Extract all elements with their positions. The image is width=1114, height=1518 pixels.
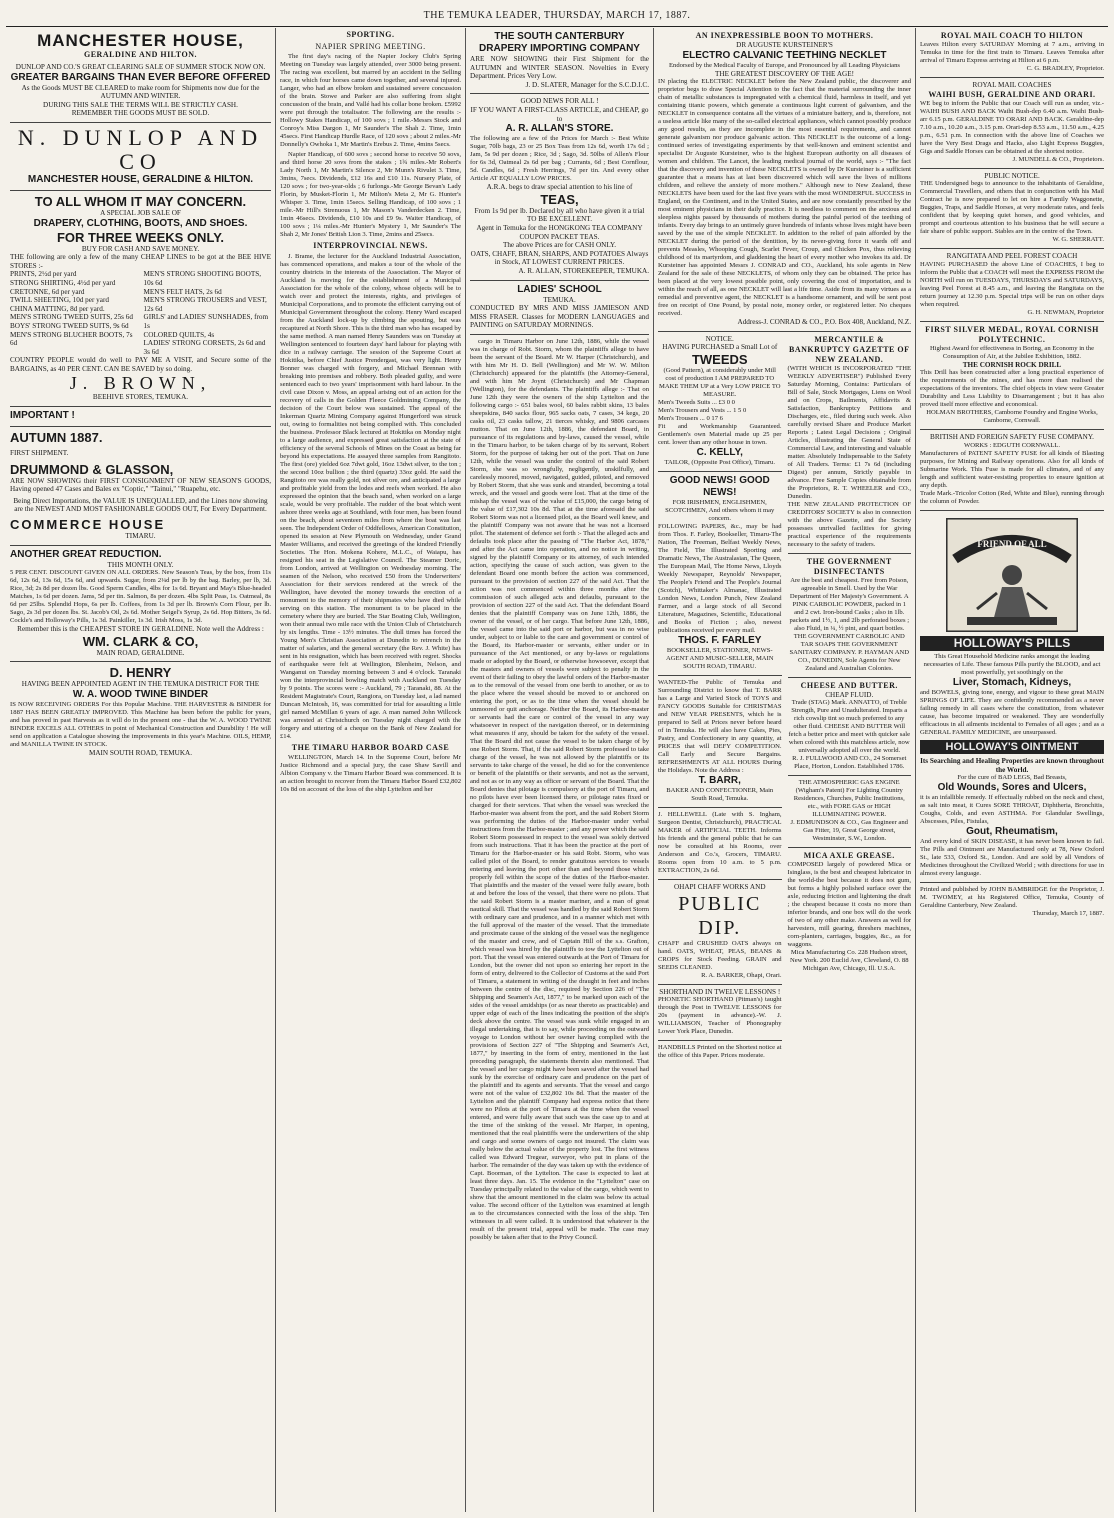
- ladies-text: CONDUCTED BY MRS AND MISS JAMIESON AND MISS FRASER. Classes for MODERN LANGUAGES and PAINTING on SATURDAY MORNINGS.: [470, 304, 649, 330]
- manchester-house-ad: [10, 28, 271, 123]
- drill-text: This Drill has been constructed after a long practical experience of the requirements of the mines, and has more than realised the expectations of the inventors. The chief objects in view were Greater Durability and Less Liability to Disarrangement ; but it has also proved itself more effective and economical.: [920, 369, 1104, 409]
- column-5: [916, 28, 1108, 1512]
- pills-bowels: and BOWELS, giving tone, energy, and vigour to these great MAIN SPRINGS OF LIFE. They are confidently recommended as a never failing remedy in all cases where the constitution, from whatever cause, has become impaired or weakened. They are wonderfully efficacious in all ailments incidental to Females of all ages ; and as a GENERAL FAMILY MEDICINE, are unsurpassed.: [920, 688, 1104, 736]
- sc-title: THE SOUTH CANTERBURY DRAPERY IMPORTING COMPANY: [479, 31, 640, 54]
- important-ad: [10, 407, 271, 427]
- interprov-text: J. Brame, the lecturer for the Auckland Industrial Association, has commenced operations, and makes a tour of the whole of the country districts in the interests of the Association. The Mayor of Auckland is moving for the establishment of a Municipal Association for the whole of the colony, whose objects will be to watch over and protect the interests, rights, and privileges of Municipal Corporations, and to promote the efficient carrying out of Municipal Government throughout the colony. Henry Ward escaped from the Auckland lock-up by climbing the spouting, but was recaptured at North Shore. This is the third man who has escaped by the same method. A man named Henry Saunders was on Tuesday at Wellington sentenced to fourteen days' hard labour for playing with dice in a railway carriage. The session of the Supreme Court at Hokitika, before Chief Justice Prendergast, was very light. Henry Bonner was charged with forgery, and Michael Brennan with breaking into premises and robbery. Both pleaded guilty, and were sentenced each to two years' imprisonment with hard labour. In the civil case Dixon v. Moss, an appeal arising out of an action for the recovery of calls in the Golden Fleece Goldmining Company, the decision of the Court below was sustained. The appeal of the Inkerman Quartz Mining Company against Hungerford was struck out, owing to formalities not being complied with. This concluded the business. Professor Black lectured at Hokitika on Monday night to a large audience, and expressed great satisfaction at the state of efficiency of the several Schools of Mines on the Coast as being far beyond his expectations. He assayed three samples from Rangitoto. The first (ore) yielded 6oz 7dwt gold, 16oz 13dwt silver, to the ton ; the second 10oz bullion ; the third (quartz) 33oz gold. He said the Rangitoto ore was really gold, not silver ore, and anticipated a large and profitable yield from the lodes and reefs when worked. He also expressed the opinion that the beach sand, when worked on a large scale, would be very profitable. The rudder of the boat which went ashore three weeks ago at Southland, with four men, has been found on the beach, about seventeen miles from where the boat was last seen. The Independent Order of Oddfellows, American Constitution, opened its session at New Plymouth on Wednesday, under Grand Master Williams, and received the greetings of the kindred Friendly Societies. The Hon. Mokena Kohere, M.L.C., of Waiapu, has resigned his seat in the Legislative Council. The Steamer Doric, from London, arrived at Wellington on Wednesday morning. The seamen of the Nelson, who received £50 from the Underwriters' Association for their services rendered at the wreck of the Wellington, have devoted the money towards the erection of a monument to the memory of their shipmates who have died while serving on this station. The monument is to be placed in the cemetery where they are buried. The Star Boating Club, Wellington, won their annual two mile race with the Union Club of Christchurch by six lengths. Time - 13½ minutes. The dull times has forced the Young Men's Christian Association at Dunedin to retrench in the matter of salaries, and the general secretary (the Rev. J. White) has sent in his resignation, which has been received with regret. Shocks of earthquake were felt at Wellington, Blenheim, Nelson, and Wanganui on Tuesday morning between 3 and 4 o'clock. Taranaki won the interprovincial bowling match with Auckland on Tuesday by 9 points. The scores were :- Auckland, 79 ; Taranaki, 88. At the Resident Magistrate's Court, Rangiora, on Tuesday last, a lad named Duncan McIntosh, 16, was committed for trial for assaulting a little girl named McMillan 6 years of age. A man named John Willcock was arrested at Christchurch on Tuesday night charged with the forgery and uttering of a cheque on the Bank of New Zealand for £14.: [280, 252, 461, 740]
- mercantile-ad: [788, 332, 912, 554]
- ladies-school-ad: [470, 281, 649, 335]
- disinfectant-ad: [788, 554, 912, 678]
- holloway-ointment: HOLLOWAY'S OINTMENT: [920, 740, 1104, 755]
- boon-dr: DR AUGUSTE KURSTEINER'S: [736, 41, 833, 49]
- concern-intro: THE following are only a few of the many CHEAP LINES to be got at the BEE HIVE STORES :-: [10, 253, 271, 270]
- mercantile: MERCANTILE & BANKRUPTCY GAZETTE OF NEW ZEALAND.: [789, 334, 910, 364]
- teas-text: From 1s 9d per lb. Declared by all who have given it a trial TO BE EXCELLENT.: [474, 206, 645, 224]
- manchester-sub: GERALDINE AND HILTON.: [84, 50, 197, 59]
- sc-text: ARE NOW SHOWING their First Shipment for the AUTUMN and WINTER SEASON. Novelties in Every Department. Prices Very Low.: [470, 55, 649, 81]
- concern-weeks: FOR THREE WEEKS ONLY.: [56, 229, 225, 245]
- teas-agent: Agent in Temuka for the HONGKONG TEA COMPANY COUPON PACKET TEAS.: [476, 223, 643, 241]
- manchester-line1: DUNLOP AND CO.'S GREAT CLEARING SALE OF SUMMER STOCK NOW ON.: [15, 63, 266, 71]
- ohapi-ad: [658, 880, 782, 985]
- cornish-drill-ad: [920, 322, 1104, 431]
- clark-ad: [10, 546, 271, 663]
- cheese: CHEESE AND BUTTER.: [800, 680, 898, 690]
- medal-text: Highest Award for effectiveness in Boring, an Economy in the Consumption of Air, at the Jubilee Exhibition, 1882.: [929, 344, 1095, 360]
- teas: TEAS,: [540, 191, 579, 207]
- drummond: DRUMMOND & GLASSON,: [10, 461, 174, 477]
- henry-ad: [10, 662, 271, 761]
- royal-mail-ad: [920, 28, 1104, 78]
- reduction-sub: THIS MONTH ONLY.: [107, 560, 174, 569]
- boon: AN INEXPRESSIBLE BOON TO MOTHERS.: [695, 31, 874, 40]
- oint-text2: it is an infallible remedy. If effectually rubbed on the neck and chest, as salt into meat, it Cures SORE THROAT, Diphtheria, Bronchitis, Coughs, Colds, and even ASTHMA. For Glandular Swellings, Abscesses, Piles, Fistulas,: [920, 794, 1104, 826]
- barr-text: WANTED-The Public of Temuka and Surrounding District to know that T. BARR has a Large and Varied Stock of TOYS and FANCY GOODS Suitable for CHRISTMAS and NEW YEAR PRESENTS, which he is prepared to Sell at Prices never before heard of in Temuka. He will also have Cakes, Pies, Pastry, and Confectionery in any quantity, at PRICES that will DEFY COMPETITION. Call Early and Secure Bargains. REFRESHMENTS AT ALL HOURS During the Holidays. Note the Address :: [658, 678, 782, 774]
- sherratt: W. G. SHERRATT.: [1052, 236, 1104, 244]
- tweeds-prices: Men's Tweeds Suits ... £3 0 0 Men's Trousers and Vests ... 1 5 0 Men's Trousers ... 0 17 6: [658, 398, 747, 422]
- dunlop-sub: MANCHESTER HOUSE, GERALDINE & HILTON.: [27, 173, 254, 185]
- allan-text: The following are a few of the Prices for March :- Best White Sugar, 70lb bags, 23 or 25 Box Teas from 12s 6d, worth 17s 6d ; Jam, 5s 9d per dozen ; Rice, 3d ; Sago, 3d. 50lbs of Allen's Flour for 6s 3d, Oatmeal 2s 6d per bag ; Currants, 6d ; Best Cornflour, 5d. Candles, 6d ; Fresh Herrings, 7d per tin. And every other Article AT EQUALLY LOW PRICES.: [470, 135, 649, 183]
- drummond-value: Being Direct Importations, the VALUE IS UNEQUALLED, and the Lines now showing are the NEWEST AND MOST FASHIONABLE GOODS OUT, For Every Department.: [13, 496, 268, 514]
- annatto-ad: [788, 678, 912, 777]
- public-dip: PUBLIC DIP.: [678, 892, 762, 939]
- concern-sub: A SPECIAL JOB SALE OF: [100, 208, 181, 217]
- drummond-text: ARE NOW SHOWING their FIRST CONSIGNMENT OF NEW SEASON'S GOODS, Having opened 47 Cases and Bales ex "Coptic," "Tainui," "Ruapehu, etc.: [10, 476, 271, 494]
- masthead: THE TEMUKA LEADER, THURSDAY, MARCH 17, 1887.: [6, 4, 1108, 27]
- shorthand-text: PHONETIC SHORTHAND (Pitman's) taught through the Post in TWELVE LESSONS for 20s (payment in advance).-W. J. WILLIAMSON, Teacher of Phonography Lower York Place, Dunedin.: [658, 996, 782, 1036]
- coaches-route: WAIHI BUSH, GERALDINE AND ORARI.: [928, 89, 1096, 99]
- concern-goods: DRAPERY, CLOTHING, BOOTS, AND SHOES.: [33, 217, 248, 229]
- bee-hive-ad: [10, 191, 271, 407]
- newman-text: HAVING PURCHASED the above Line of COACHES, I beg to inform the Public that a COACH will meet the EXPRESS FROM the NORTH will run on TUESDAYS, THURSDAYS and SATURDAYS, leaving Peel Forest at 8.45 a.m., and leaving the Rangitata on the return journey at 12.30 p.m. Special trips will be run on other days when required.: [920, 260, 1104, 308]
- mica-text: COMPOSED largely of powdered Mica or Isinglass, is the best and cheapest lubricator in the world-the best because it does not gum, but forms a highly polished surface over the axle, reducing friction and lightening the draft ; the cheapest because it costs no more than inferior brands, and one box will do the work of two of any other make. Answers as well for harvesters, mill gearing, threshers machines, corn-planters, carriages, buggies, &c., as for waggons.: [787, 861, 911, 949]
- necklet-text: IN placing the ELECTRIC NECKLET before the New Zealand public, the discoverer and proprietor begs to draw Special Attention to the fact that the material surrounding the inner chain of metallic substances is impregnated with a chemical fluid, harmless in itself, and yet containing titanic powers, which generate a continuous light current of galvanism, and the NECKLET in consequence contains all the virtues of a miniature battery, and is, therefore, not a useless article like many of the so-called electrical appliances, which cannot possibly produce any good results, as they are incomplete in the most essential requirements, and cannot generate galvanism nor produce galvanic action. This NECKLET is the outcome of a long-continued series of investigating experiments by that well-known and eminent scientist and specialist Dr Auguste Kursteiner, who is the highest European authority on all diseases of women and children. The Lancet, the leading medical journal of the world, says :- "The fact that the discovery and invention of these NECKLETS is owned by Dr Kursteiner is a sufficient guarantee that a means has at last been discovered which will save the lives of millions children, and relieve the anxiety of more mothers." Although new to New Zealand, these NECKLETS have been used for the last five years with the most WONDERFUL SUCCESS in England, on the Continent, and in the United States, and are now constantly prescribed by the most eminent physicians in their daily practice. It is needless to comment on the anxious and sleepless nights passed by thousands of mothers during the painful period of the teething of infants. Every day brings to an untimely grave hundreds of infants whose lives might have been saved by the use of the simple NECKLET. In addition to the relief of pain afforded by the NECKLET during the period of the dentition, by its never-giving force it wards off and prevents Measles, Whooping Cough, Scarlet Fever, Croup, and Chicken Pox, thus relieving childhood of its martyrdom, and gladdening the heart of every mother who invokes its aid. Dr Kursteiner has appointed Messrs J. CONRAD and CO., Auckland, his sole agents in New Zealand for the sale of these NECKLETS, of whom only they can be obtained. The price has been placed at the very lowest possible point, only covering the cost of importation, and is within the reach of all, as one NECKLET will last a life time. Aside from its many virtues as a remedial and preventive agent, the NECKLET is a handsome ornament, and will be sent post free on receipt of One Pound, by postal note, money order, or registered letter. No cheques received.: [658, 78, 911, 318]
- allan-agent: A.R.A. begs to draw special attention to his line of: [486, 183, 633, 192]
- column-1: [6, 28, 276, 1512]
- manchester-line2: GREATER BARGAINS THAN EVER BEFORE OFFERED: [10, 71, 271, 83]
- reduction-close: Remember this is the CHEAPEST STORE IN GERALDINE. Note well the Address :: [17, 625, 264, 634]
- first-shipment: FIRST SHIPMENT.: [10, 449, 69, 458]
- concern-buy: BUY FOR CASH AND SAVE MONEY.: [81, 244, 200, 253]
- barr-sub: BAKER AND CONFECTIONER, Main South Road, Temuka.: [666, 786, 774, 802]
- pills-text: This Great Household Medicine ranks amongst the leading necessaries of Life. These famous Pills purify the BLOOD, and act most powerfully, yet soothingly on the: [923, 652, 1101, 676]
- helliwell-ad: [658, 808, 782, 880]
- fuse-works: WORKS : EDGUTH CORNWALL.: [964, 441, 1060, 449]
- imprint-date: Thursday, March 17, 1887.: [1032, 910, 1104, 918]
- edmundson: J. EDMUNDSON & CO., Gas Engineer and Gas Fitter, 19, Great George street, Westminster, S.W., London.: [790, 819, 908, 843]
- sporting-heading: SPORTING.: [346, 30, 395, 39]
- manchester-line3: As the Goods MUST BE CLEARED to make room for Shipments now due for the AUTUMN AND WINTER.: [21, 83, 260, 101]
- newman: G. H. NEWMAN, Proprietor: [1027, 308, 1104, 316]
- farley: THOS. F. FARLEY: [678, 634, 762, 646]
- column-3: [466, 28, 654, 1512]
- medal: FIRST SILVER MEDAL, ROYAL CORNISH POLYTECHNIC.: [925, 324, 1099, 344]
- holloway-pills: HOLLOWAY'S PILLS: [920, 636, 1104, 651]
- ladies-title: LADIES' SCHOOL: [517, 283, 602, 295]
- public-notice: PUBLIC NOTICE.: [984, 171, 1040, 180]
- drill: THE CORNISH ROCK DRILL: [962, 360, 1062, 369]
- mica-addr: Mica Manufacturing Co. 228 Hudson street, New York. 200 Euclid Ave, Cleveland, O. 88 Michigan Ave, Chicago, Ill. U.S.A.: [789, 949, 909, 973]
- coaches-sign: J. MUNDELL & CO., Proprietors.: [1012, 155, 1104, 163]
- south-canterbury-ad: [470, 28, 649, 94]
- helliwell-text: J. HELLEWELL (Late with S. Ingham, Surgeon Dentist, Christchurch), PRACTICAL MAKER of ARTIFICIAL TEETH. Informs his friends and the general public that he can now be consulted at his Rooms, over Anderson and Co.'s, Grocers, TIMARU. Rooms open from 10 a.m. to 5 p.m. EXTRACTION, 2s 6d.: [658, 810, 782, 874]
- henry: D. HENRY: [109, 665, 172, 681]
- sherratt-ad: [920, 169, 1104, 250]
- cheap-fluid: CHEAP FLUID.: [825, 690, 874, 699]
- annatto-text: Trade (STAG) Mark. ANNATTO, of Treble Strength, Pure and Unadulterated. Imparts a rich cowslip tint so much preferred to any other fluid. CHEESE AND BUTTER Will fetch a better price and meet with quicker sale when colored with this matchless article, now universally adopted all over the world.: [788, 699, 911, 755]
- concern-title: TO ALL WHOM IT MAY CONCERN.: [34, 193, 247, 209]
- reduction-text: 5 PER CENT. DISCOUNT GIVEN ON ALL ORDERS. New Season's Teas, by the box, from 11s 6d, 12s 6d, 13s 6d, 15s 6d, and upwards. Sugar, from 2¼d per lb by the bag. Barley, per lb, 3d. Rice, 3d; 2s 8d per dozen lbs. Good Sperm Candles, 4lbs for 1s 6d. Bryant and May's Blue-headed Matches, 1s 6d per dozen. Jams, 5d per tin. Salmon, 8s per dozen. 4lbs Split Peas, 1s. Oatmeal, 8s 6d per 25lbs. Splendid Hops, 6s per lb. Coffees, from 1s 3d per lb. Brown's Corn Flour, per lb. Sago, 2s 3d per dozen lbs. St. Jacob's Oil, 2s 6d. Mother Seigel's Syrup, 2s 6d. Hop Bitters, 3s 6d. Cockle's and Holloway's Pills, 1s 3d. Painkiller, 1s 3d. Irish Moss, 1s 3d.: [10, 569, 271, 625]
- commerce-sub: TIMARU.: [125, 532, 156, 541]
- farley-ad: [658, 472, 782, 676]
- tweeds: TWEEDS: [691, 351, 748, 367]
- pills-organs: Liver, Stomach, Kidneys,: [952, 676, 1072, 688]
- allan-intro: IF YOU WANT A FIRST-CLASS ARTICLE, and CHEAP, go to: [470, 105, 649, 123]
- dunlop-ad: [10, 123, 271, 191]
- clark: WM. CLARK & CO,: [82, 633, 199, 649]
- autumn: AUTUMN 1887.: [10, 430, 103, 446]
- fullwood: R. J. FULLWOOD AND CO., 24 Somerset Place, Horton, London. Established 1786.: [792, 755, 907, 771]
- napier-heading: NAPIER SPRING MEETING.: [315, 41, 426, 51]
- rangitata-ad: [920, 249, 1104, 322]
- necklet-disc: THE GREATEST DISCOVERY OF THE AGE!: [714, 69, 855, 78]
- allan-store: A. R. ALLAN'S STORE.: [505, 123, 614, 135]
- concern-left: PRINTS, 2½d per yard STRONG SHIRTING, 4½d per yard CRETONNE, 6d per yard TWILL SHEETING, 10d per yard CHINA MATTING, 8d per yard. MEN'S STRONG TWEED SUITS, 25s 6d BOYS' STRONG TWEED SUITS, 9s 6d MEN'S STRONG BLUCHER BOOTS, 7s 6d: [10, 270, 133, 348]
- reduction: ANOTHER GREAT REDUCTION.: [10, 548, 162, 560]
- henry-twine: W. A. WOOD TWINE BINDER: [72, 689, 209, 700]
- fuse-text: Manufacturers of PATENT SAFETY FUSE for all kinds of Blasting purposes, for Mining and Railway operations. Also for all kinds of Submarine Work. This Fuse is made for all climates, and of any length and sufficient water-resisting properties to ensure ignition at any depth.: [920, 449, 1104, 489]
- protection-text: THE NEW ZEALAND PROTECTION OF CREDITORS' SOCIETY is also in connection with the above Gazette, and the Society possesses unrivalled facilities for giving practical experience of the requirements necessary to the safety of traders.: [787, 500, 911, 548]
- oats-text: OATS, CHAFF, BRAN, SHARPS, AND POTATOES Always in Stock, AT LOWEST CURRENT PRICES.: [470, 249, 649, 267]
- mail: ROYAL MAIL COACH TO HILTON: [940, 31, 1084, 40]
- gout: Gout, Rheumatism,: [966, 826, 1058, 838]
- harbour-heading: THE TIMARU HARBOR BOARD CASE: [291, 742, 450, 752]
- gas-engine-ad: [788, 776, 912, 848]
- necklet-ad: [658, 28, 911, 332]
- allan-sign: A. R. ALLAN, STOREKEEPER, TEMUKA.: [518, 266, 649, 275]
- trademark: Trade Mark.-Tricolor Cotton (Red, White and Blue), running through the column of Powder.: [920, 489, 1104, 505]
- fuse: BRITISH AND FOREIGN SAFETY FUSE COMPANY.: [930, 433, 1094, 442]
- clark-sub: MAIN ROAD, GERALDINE.: [96, 648, 185, 657]
- safety-fuse-ad: [920, 430, 1104, 511]
- mail-text: Leaves Hilton every SATURDAY Morning at 7 a.m., arriving in Temuka in time for the first train to Timaru. Leaves Temuka after arrival of Timaru Express arriving at Hilton at 6 p.m.: [920, 41, 1104, 64]
- handbills-text: HANDBILLS Printed on the Shortest notice at the office of this Paper. Prices moderate.: [658, 1044, 782, 1060]
- necklet-addr: Address-J. CONRAD & CO., P.O. Box 408, Auckland, N.Z.: [737, 318, 911, 327]
- mail-sign: C. G. BRADLEY, Proprietor.: [1026, 65, 1104, 72]
- barker: R. A. BARKER, Ohapi, Orari.: [701, 971, 782, 979]
- interprov-heading: INTERPROVINCIAL NEWS.: [313, 241, 428, 251]
- cash-only: The above Prices are for CASH ONLY.: [502, 241, 617, 250]
- holman: HOLMAN BROTHERS, Camborne Foundry and Engine Works, Camborne, Cornwall.: [926, 409, 1098, 425]
- allan-ad: [470, 94, 649, 280]
- henry-text2: IS NOW RECEIVING ORDERS For this Popular Machine. THE HARVESTER & BINDER for 1887 HAS BEEN GREATLY IMPROVED. This Machine has been before the public for years, and has proved in past Harvests as it will do in the present one - that the W. A. WOOD TWINE BINDER EXCELS ALL OTHERS in point of Mechanical Construction and Durability ! He will send on application a Catalogue showing the improvements in this year's Machine. OILS, HEMP, and MANILLA TWINE IN STOCK.: [10, 701, 271, 748]
- mica-ad: [788, 848, 912, 977]
- sc-manager: J. D. SLATER, Manager for the S.C.D.I.C.: [525, 80, 649, 89]
- gas-engine: THE ATMOSPHERIC GAS ENGINE (Wigham's Patent) For Lighting Country Residences, Churches, Public Institutions, etc., with FORE GAS or HIGH ILLUMINATING POWER.: [793, 779, 905, 819]
- barr-ad: [658, 676, 782, 808]
- manchester-line5: REMEMBER THE GOODS MUST BE SOLD.: [71, 109, 210, 118]
- tweeds-close: Fit and Workmanship Guaranteed. Gentlemen's own Material made up 25 per cent. lower than any other house in town.: [658, 422, 782, 446]
- tweeds-text: (Good Pattern), at considerably under Mill cost of production I AM PREPARED TO MAKE THEM UP at a Very LOW PRICE TO MEASURE.: [659, 366, 781, 398]
- kelly-sub: TAILOR, (Opposite Post Office), Timaru.: [664, 458, 776, 466]
- column-2: [276, 28, 466, 1512]
- napier-text2: Napier Handicap, of 600 sovs ; second horse to receive 50 sovs, and third horse 20 sovs from the stakes ; 1¾ miles.-Mr Robert's Lady North 1, Mr Martin's Silence 2, Mr Munn's Rivulet 3. Time, 3mins, 7secs. Dividends, £12 16s and £10 11s. Nursery Plate, of 120 sovs ; for two-year-olds ; 6 furlongs.-Mr George Bevan's Lady Florin, by Musket-Florin 1, Mr Milton's Meta 2, Mr G. Hunter's Whisper 3. Time, 1min 15secs. Selling Handicap, of 100 sovs ; 1 mile.-Mr Hill's Strenuous 1, Mr Mason's Vanderdecken 2. Time, 1min 46secs. Dividends, £10 10s and £9 9s. Waiter Handicap, of 100 sovs ; 1¼ miles.-Mr Hunter's Mystery 1, Mr Saunder's The Shah 2, Mr Jones' British Lion 3. Time, 2mins and 25secs.: [280, 151, 461, 239]
- coaches-ad: [920, 78, 1104, 169]
- mica: MICA AXLE GREASE.: [803, 851, 895, 861]
- friend-of-all-emblem: [946, 518, 1078, 632]
- harbour-case-text: cargo in Timaru Harbor on June 12th, 1886, while the vessel was in charge of Robt. Storm, whom the plaintiffs allege to have been the servant of the Board. Mr W. Harper (Christchurch), and with him Mr H. D. Bell (Wellington) and Mr W. W. Milton (Christchurch) appeared for the plaintiffs (the Attorney-General, and with him Mr Joynt (Christchurch) and Mr Chapman (Wellington), for the defendants. The plaintiffs allege :- That on June 12th they were the owners of the ship Lyttelton and the following cargo :- 651 bales wool, 60 bales rabbit skins, 13 bales sheepskins, 840 sacks flour, 965 sacks oats, 7 cases, 34 kegs, 20 casks oil, 23 casks tallow, 21 tierces whisky, and 9806 carcases mutton. That on June 12th, 1886, the defendant Board, in pursuance of its regulations and by-laws, caused the vessel, while in the Timaru harbor, to be taken charge of by its servant, Robert Storm, for the purpose of taking her out of the port. That on June 12th, while the vessel was under the control of the said Robert Storm, she was so wrongfully, negligently, unskilfully, and carelessly moored, moved, navigated, guided, piloted, and removed by Robert Storm, that she was sunk and stranded, becoming a total wreck, and the vessel and goods were lost. That at the time of the mishap the vessel was of the value of £15,000, the cargo being of the value of £17,302 10s 8d. That at the time aforesaid the said Robert Storm was not a licensed pilot, as the Board well knew, and the plaintiff Company was not aware that he was not a licensed pilot. The statement of defence set forth :- That the alleged acts and defaults took place after the passing of "The Harbor Act, 1878," and after the Act came into operation, and no notice in writing, signed by the plaintiff Company or its attorney, of such intended action, specifying the cause of such action, was given to the defendant Board one month before the action was commenced, pursuant to the provision of section 227 of the said Act. That the action was not commenced within three months after the commission of such alleged acts and defaults, pursuant to the provision of section 227 of the said Act. That the defendant Board denies that the plaintiff Company was on June 12th, 1886, the owner of the vessel, or of her cargo. That before June 12th, 1886, the vessel came into the said port or harbor, but was in no wise under, subject to or liable to the care and government or control of the Board, its Harbor-master or servants, either under or in pursuance of the Act mentioned, or any by-laws or regulations made or adopted by the Board, or otherwise howsoever, except that the masters and owners of vessels were subject to penalty in the event of their failing to obey the lawful orders of the Harbor-master as to the removal of the vessel from one berth to another, or as to the place where the vessel should be moved to or anchored on entering the port, or as to the time when the vessel should be unmoored or quit anchorage. Neither the Board, its Harbor-master or servants had the care or control of the vessel in any way whatsoever in respect of the navigation thereof, or in determining what measures if any, should be taken for the safety of the vessel. That the Board did not cause the vessel to be taken charge of by one Robert Storm. That, if the said Robert Storm professed to take charge of the vessel, he was not allowed by the plaintiffs or its servants to take charge of the vessel, he did so for the convenience or benefit of the plaintiffs or their servants, and not as the servant, and not as or in any way as officer or servant of the Board. That the Board denies that pilotage is compulsory at the port of Timaru, and no pilots have ever been licensed there, or pilotage rates fixed or charged for their services. That when the vessel was wrecked the Harbor-master was absent from the port, and the said Robert Storm was performing the duties of the Harbor-master under verbal instructions from the Harbor-master ; and any power which the said Robert Storm possessed in respect to the vessel was solely derived from such instructions. That it has been the practice at the port of Timaru for the Harbor-master or his said Robt. Storm, who was called pilot of the Board, to render gratuitous services to vessels entering and leaving the port other than and beyond those which properly fell within the scope of the duties of the Harbor-master. That plaintiffs and the master of the vessel were fully aware, both at and before the loss of the vessel, that there were no pilots. That the said Robert Storm is a master mariner, and a man of great nautical skill. That the vessel was handled by the said Robert Storm with ordinary care and prudence, and in a manner which met with the full approval of the master of the vessel. That the immediate and proximate cause of the sinking of the vessel was the negligence of the master and crew, and of Captain Hill of the s.s. Grafton, which vessel was hired by the plaintiffs to tow the Lyttelton out of port. That the vessel was entered outwards at the Port of Timaru for London, but the owner did not upon so entering her report in the form of entry, delivered to the Collector of Customs at the said Port of Timaru, a statement in writing of the draught in feet and inches between the centre of the disc, required by Section 226 of "The Shipping and Seamen's Act, 1877," to be marked upon each of the sides of the vessel amidships (or as near thereto as practicable) and upper edge of each of the lines indicating the position of the ship's deck above the centre. The vessel was sunk while engaged in an illegal undertaking, that is to say, while proceeding on the outward voyage to London without her owner having complied with the provisions of Section 227 of "The Shipping and Seamen's Act, 1877," by inserting in the form of entry, mentioned in the last preceding paragraph, the statements therein also mentioned. That the vessel and her cargo might have been saved after the vessel had sunk by the exercise of ordinary care and prudence on the part of the plaintiff and its agents and servants. That the vessel and cargo were not of the value of £32,802 10s 8d. That the master of the Lyttelton and the plaintiff Company had express notice that there were no Pilots at the port of Timaru at the time when the vessel entered, and were fully aware that such was the case up to and at the time of the sinking of the vessel. Mr Harper, in opening, mentioned that the real plaintiffs were the underwriters of the ship and cargo and some owners of cargo not insured. The claim was really below the actual value of the property lost. The first witness called was Edward Tregear, surveyor, who put in plans of the harbor. The remainder of the day was taken up with the evidence of Capt. Boorman, of the Lyttelton. The case is expected to last at least three days. Jan. 15. The evidence in the "Lyttelton" case on Tuesday principally related to the value of the cargo, which went to show that the amount mentioned in the claim was below its actual value. The second officer of the Lyttelton was examined at length as to the circumstances connected with the loss of the ship. Ten witnesses in all were called. It is understood that whatever is the result of the present trial, appeal will be made. The case may possibly be taken after that to the Privy Council.: [470, 337, 649, 1241]
- good-news-all: GOOD NEWS FOR ALL !: [520, 97, 599, 106]
- goodnews-sub: FOR IRISHMEN, ENGLISHMEN, SCOTCHMEN, And others whom it may concern.: [665, 498, 775, 522]
- harbour-text: WELLINGTON, March 14. In the Supreme Court, before Mr Justice Richmond and a special jury, the case Shaw Savill and Albion Company v. the Timaru Harbor Board was commenced. It is an action brought to recover from the Timaru Harbor Board £32,802 10s 8d on account of the loss of the ship Lyttelton and her: [280, 754, 461, 794]
- shorthand: SHORTHAND IN TWELVE LESSONS !: [659, 987, 781, 996]
- napier-text: The first day's racing of the Napier Jockey Club's Spring Meeting on Tuesday was largely attended, over 3000 being present. The racing was excellent, but marred by an accident in the Selling race, in which four horses came down together, and several injured. Langer, who had an elbow broken and sustained severe concussion of the brain. Stowe and Parker are also suffering from slight concussion of the brain, and Vallé had his collar bone broken. £5992 were put through the totalisator. The following are the results :- Hollowy Stakes Handicap, of 100 sovs ; 1 mile.-Messrs Stock and Conroy's Miss Dargon 1, Mr Saunder's The Shah 2. Time, 1min 45secs. First Handicap Hurdle Race, of 120 sovs ; about 2 miles.-Mr Donnelly's Owhoka 1, Mr Martin's Erebus 2. Time, 4mins 5secs.: [280, 53, 461, 149]
- farley-text: FOLLOWING PAPERS, &c., may be had from Thos. F. Farley, Bookseller, Timaru-The Nation, The Freeman, Belfast Weekly News, The Field, The Illustrated Sporting and Dramatic News, The Australasian, The Queen, The European Mail, The Home News, Lloyds Weekly Newspaper, Reynolds' Newspaper, The People's Friend and The People's Journal (Scotch), Whittaker's Almanac, Illustrated London News, London Punch, New Zealand Farmer, and a large stock of all Second Literature, Magazines, Scientific, Educational and Books of Fiction ; also, newest publications received per every mail.: [658, 522, 782, 634]
- necklet-sub: Endorsed by the Medical Faculty of Europe, and Pronounced by all Leading Physicians: [669, 61, 900, 69]
- manchester-line4: DURING THIS SALE THE TERMS WILL BE STRICTLY CASH.: [43, 100, 238, 109]
- tweeds-intro: HAVING PURCHASED a Small Lot of: [662, 343, 778, 352]
- ohapi: OHAPI CHAFF WORKS AND: [673, 882, 766, 891]
- column-4-right: [788, 332, 912, 1064]
- oint-text3: And every kind of SKIN DISEASE, it has never been known to fail. The Pills and Ointment are Manufactured only at 78, New Oxford St., late 533, Oxford St., London. And are sold by all Vendors of Medicines throughout the Civilized World ; with directions for use in almost every language.: [920, 838, 1104, 878]
- brown-sub: BEEHIVE STORES, TEMUKA.: [92, 393, 189, 402]
- imprint: Printed and published by JOHN BAMBRIDGE for the Proprietor, J. M. TWOMEY, at his Registered Office, Temuka, County of Geraldine Canterbury, New Zealand.: [920, 886, 1104, 910]
- henry-text: HAVING BEEN APPOINTED AGENT IN THE TEMUKA DISTRICT FOR THE: [21, 680, 260, 689]
- manchester-title: MANCHESTER HOUSE,: [37, 31, 244, 50]
- emblem-text: FRIEND OF ALL: [977, 538, 1047, 549]
- drummond-ad: [10, 427, 271, 546]
- oint-text: Its Searching and Healing Properties are known throughout the World.: [920, 757, 1104, 774]
- oint-cure: For the cure of BAD LEGS, Bad Breasts,: [957, 774, 1067, 782]
- shorthand-ad: [658, 985, 782, 1042]
- ohapi-text: CHAFF and CRUSHED OATS always on hand. OATS, WHEAT, PEAS, BEANS & CROPS for Stock Feeding. GRAIN and SEEDS CLEANED.: [658, 939, 782, 971]
- notice: NOTICE.: [705, 334, 734, 343]
- coaches: ROYAL MAIL COACHES: [972, 81, 1052, 89]
- disinfect: THE GOVERNMENT DISINFECTANTS: [806, 556, 892, 576]
- concern-right: MEN'S STRONG SHOOTING BOOTS, 10s 6d MEN'S FELT HATS, 2s 6d MEN'S STRONG TROUSERS and VEST, 12s 6d GIRLS' and LADIES' SUNSHADES, from 1s COLORED QUILTS, 4s LADIES' STRONG CORSETS, 2s 6d and 3s 6d: [143, 270, 269, 356]
- tweeds-ad: [658, 332, 782, 472]
- necklet-title: ELECTRO CALVANIC TEETHING NECKLET: [682, 49, 887, 61]
- henry-addr: MAIN SOUTH ROAD, TEMUKA.: [88, 749, 193, 757]
- mercantile-text: (WITH WHICH IS INCORPORATED "THE WEEKLY ADVERTISER") Published Every Saturday Morning, Contains: Particulars of Bill of Sale, Stock Mortgages, Liens on Wool and on Crops, Bailments, Affidavits & Satisfaction, Bankruptcy Petitions and Discharges, etc., filed during such week. Also carefully revised Share and Produce Market Reports ; Latest Legal Decisions ; Original Articles, illustrating the General State of Commercial Law, and interesting and valuable matter. Absolutely Indispensable to the Safety of All Traders. Terms: £1 7s 6d (including Digest) per annum, Strictly payable in advance. Free Sample Copies obtainable from the Proprietors, R. T. WHEELER and CO., Dunedin.: [787, 364, 911, 500]
- brown-name: J. BROWN,: [69, 373, 212, 394]
- barr: T. BARR,: [698, 774, 741, 786]
- coaches-text: WE beg to inform the Public that our Coach will run as under, viz.- WAIHI BUSH AND BACK Waihi Bush-dep 6.40 a.m. Waihi Bush-arr 6.15 p.m. GERALDINE TO ORARI AND BACK. Geraldine-dep 7.10 a.m., 10.20 a.m., 3.15 p.m. Orari-dep 8.53 a.m., 11.50 a.m., 4.25 p.m., 6.51 p.m. In connection with the above line of Coaches we have the Very Best Drags and Hacks, also Light Express Buggies, Gigs and Saddle Horses can be obtained at the shortest notice.: [920, 99, 1104, 155]
- rangitata: RANGITATA AND PEEL FOREST COACH: [946, 252, 1078, 261]
- important: IMPORTANT !: [10, 410, 75, 422]
- oint-wounds: Old Wounds, Sores and Ulcers,: [937, 782, 1087, 794]
- column-4: [654, 28, 916, 1512]
- farley-sub: BOOKSELLER, STATIONER, NEWS-AGENT AND MUSIC-SELLER, MAIN SOUTH ROAD, TIMARU.: [665, 646, 774, 670]
- ladies-sub: TEMUKA.: [543, 295, 576, 304]
- dunlop-name: N. DUNLOP AND CO: [17, 124, 264, 174]
- goodnews: GOOD NEWS! GOOD NEWS!: [669, 474, 770, 498]
- handbills-ad: [658, 1041, 782, 1064]
- column-4-left: [658, 332, 782, 1064]
- holloway-ad: [920, 511, 1104, 883]
- disinfect-text: Are the best and cheapest. Free from Poison, agreeable in Smell. Used by the War Department of Her Majesty's Government. A PINK CARBOLIC POWDER, packed in 1 and 2 cwt. Iron-bound Casks ; also in 1lb. packets and 1½, 1, and 2lb perforated boxes ; also Fluid, in ¼, ½ pint, and quart bottles.: [789, 576, 910, 632]
- kelly: C. KELLY,: [696, 446, 743, 458]
- hayman: THE GOVERNMENT CARBOLIC AND TAR SOAPS THE GOVERNMENT SANITARY COMPANY. P. HAYMAN AND CO., DUNEDIN, Sole Agents for New Zealand and Australian Colonies.: [789, 632, 910, 672]
- concern-close: COUNTRY PEOPLE would do well to PAY ME A VISIT, and Secure some of the BARGAINS, as 40 PER CENT. CAN BE SAVED by so doing.: [10, 356, 271, 373]
- commerce: COMMERCE HOUSE: [10, 517, 166, 533]
- sherratt-text: THE Undersigned begs to announce to the inhabitants of Geraldine, Commercial Travellers, and others that in conjunction with his Mail Contract he is now prepared to let on hire a Family Waggonette, Buggies, Traps, and Saddle Horses, at very moderate rates, and feels confident that by keeping quiet horses, and good vehicles, and prompt and courteous attention to his business that he will secure a fair share of public support. Stables are in the centre of the Town.: [920, 180, 1104, 236]
